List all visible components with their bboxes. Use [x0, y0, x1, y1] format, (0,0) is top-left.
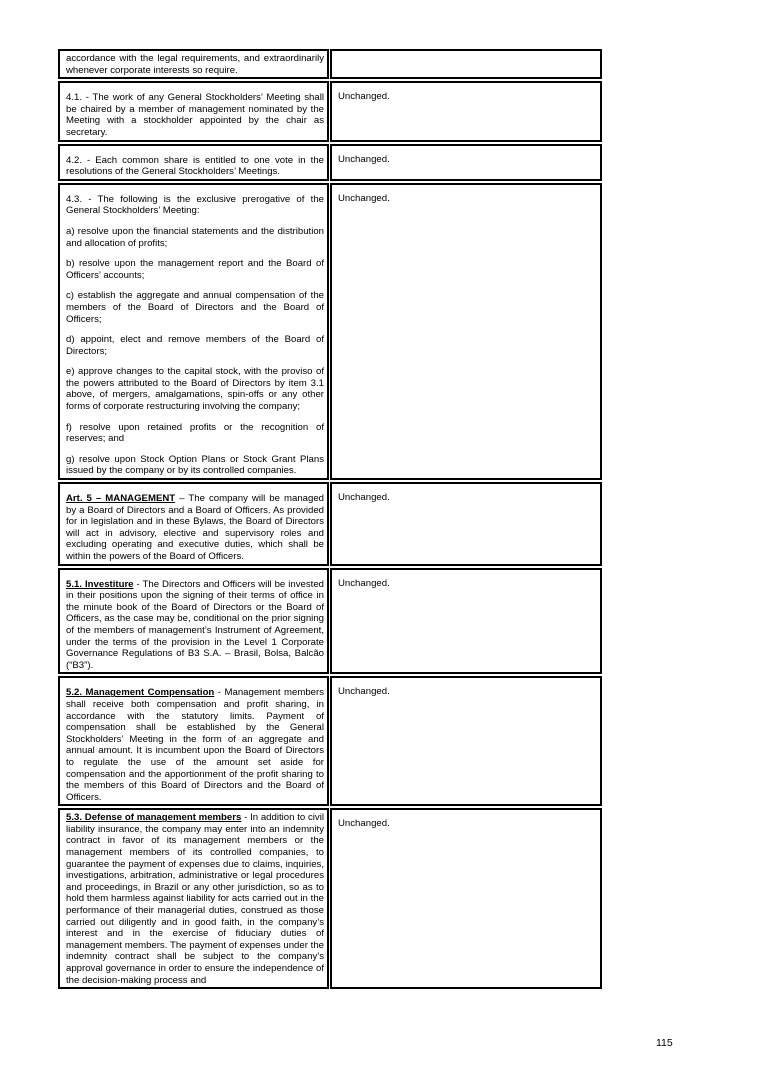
- table-row: [58, 49, 604, 81]
- table-row: [58, 144, 604, 183]
- right-cell: [330, 81, 602, 141]
- table-row: [58, 183, 604, 482]
- table-row: [58, 568, 604, 677]
- paragraph: e) approve changes to the capital stock, with the proviso of the powers attributed to the Board of Directors by item 3.1 above, of mergers, amalgamations, spin-offs or any other forms of corporate restructuring involving the company;: [66, 366, 324, 413]
- paragraph: 4.3. - The following is the exclusive prerogative of the General Stockholders’ Meeting:: [66, 193, 324, 217]
- left-cell: [58, 808, 329, 989]
- section-heading: 5.3. Defense of management members: [66, 812, 242, 824]
- left-cell: [58, 144, 329, 181]
- unchanged-label: Unchanged.: [338, 91, 390, 103]
- section-text: - The Directors and Officers will be invested in their positions upon the signing of their terms of office in the minute book of the Board of Directors or the Board of Officers, as the case may be, conditional on the prior signing of the members of management’s Instrument of Agreement, under the terms of the provision in the Level 1 Corporate Governance Regulations of B3 S.A. – Brasil, Bolsa, Balcão (“B3”).: [66, 578, 324, 671]
- section-text: – The company will be managed by a Board of Directors and a Board of Officers. As provided for in legislation and in these Bylaws, the Board of Directors will act in advisory, elective and supervisory roles and excluding operating and executive duties, which shall be within the powers of the Board of Officers.: [66, 493, 324, 562]
- left-cell: [58, 81, 329, 141]
- paragraph: d) appoint, elect and remove members of the Board of Directors;: [66, 334, 324, 357]
- paragraph: [66, 687, 324, 803]
- paragraph: c) establish the aggregate and annual compensation of the members of the Board of Directors and the Board of Officers;: [66, 290, 324, 325]
- right-cell: [330, 808, 602, 989]
- right-cell: [330, 482, 602, 566]
- section-heading: Art. 5 – MANAGEMENT: [66, 493, 176, 505]
- page-number: 115: [656, 1037, 673, 1049]
- bylaws-comparison-table: [58, 49, 604, 991]
- paragraph: [66, 812, 324, 986]
- right-cell: [330, 676, 602, 806]
- unchanged-label: Unchanged.: [338, 577, 390, 589]
- right-cell: [330, 144, 602, 181]
- section-text: - Management members shall receive both compensation and profit sharing, in accordance with the statutory limits. Payment of compensation shall be established by the General Stockholders’ Meeting in the form of an aggregate and annual amount. It is incumbent upon the Board of Directors to regulate the use of the amount set aside for compensation and the apportionment of the profit sharing to the members of this Board of Directors and the Board of Officers.: [66, 687, 324, 803]
- left-cell: [58, 482, 329, 566]
- paragraph: a) resolve upon the financial statements and the distribution and allocation of profits;: [66, 225, 324, 249]
- right-cell: [330, 49, 602, 79]
- unchanged-label: Unchanged.: [338, 192, 390, 204]
- table-row: [58, 676, 604, 808]
- section-heading: 5.2. Management Compensation: [66, 687, 215, 699]
- unchanged-label: Unchanged.: [338, 492, 390, 504]
- left-cell: [58, 568, 329, 675]
- paragraph: 4.2. - Each common share is entitled to one vote in the resolutions of the General Stockholders’ Meetings.: [66, 154, 324, 178]
- paragraph: b) resolve upon the management report and the Board of Officers’ accounts;: [66, 258, 324, 281]
- paragraph: 4.1. - The work of any General Stockholders’ Meeting shall be chaired by a member of management nominated by the Meeting with a stockholder appointed by the chair as secretary.: [66, 92, 324, 138]
- left-cell: [58, 183, 329, 480]
- right-cell: [330, 568, 602, 675]
- section-text: - In addition to civil liability insurance, the company may enter into an indemnity contract in favor of its management members or the management members of its controlled companies, to guarantee the payment of expenses due to claims, inquiries, investigations, arbitration, administrative or legal procedures and proceedings, in Brazil or any other jurisdiction, so as to hold them harmless against liability for acts carried out in the performance of their managerial duties, construed as those carried out diligently and in good faith, in the company’s interest and in the exercise of fiduciary duties of management members. The payment of expenses under the indemnity contract shall be subject to the company’s approval governance in order to ensure the independence of the decision-making process and: [66, 812, 324, 986]
- table-row: [58, 808, 604, 991]
- unchanged-label: Unchanged.: [338, 153, 390, 165]
- left-cell: [58, 49, 329, 79]
- right-cell: [330, 183, 602, 480]
- paragraph: [66, 493, 324, 563]
- paragraph: g) resolve upon Stock Option Plans or Stock Grant Plans issued by the company or by its controlled companies.: [66, 453, 324, 477]
- table-row: [58, 482, 604, 568]
- unchanged-label: Unchanged.: [338, 818, 390, 830]
- paragraph: [66, 579, 324, 672]
- unchanged-label: Unchanged.: [338, 686, 390, 698]
- paragraph: f) resolve upon retained profits or the recognition of reserves; and: [66, 421, 324, 445]
- paragraph: accordance with the legal requirements, and extraordinarily whenever corporate interests so require.: [66, 53, 324, 76]
- section-heading: 5.1. Investiture: [66, 578, 134, 590]
- table-row: [58, 81, 604, 143]
- left-cell: [58, 676, 329, 806]
